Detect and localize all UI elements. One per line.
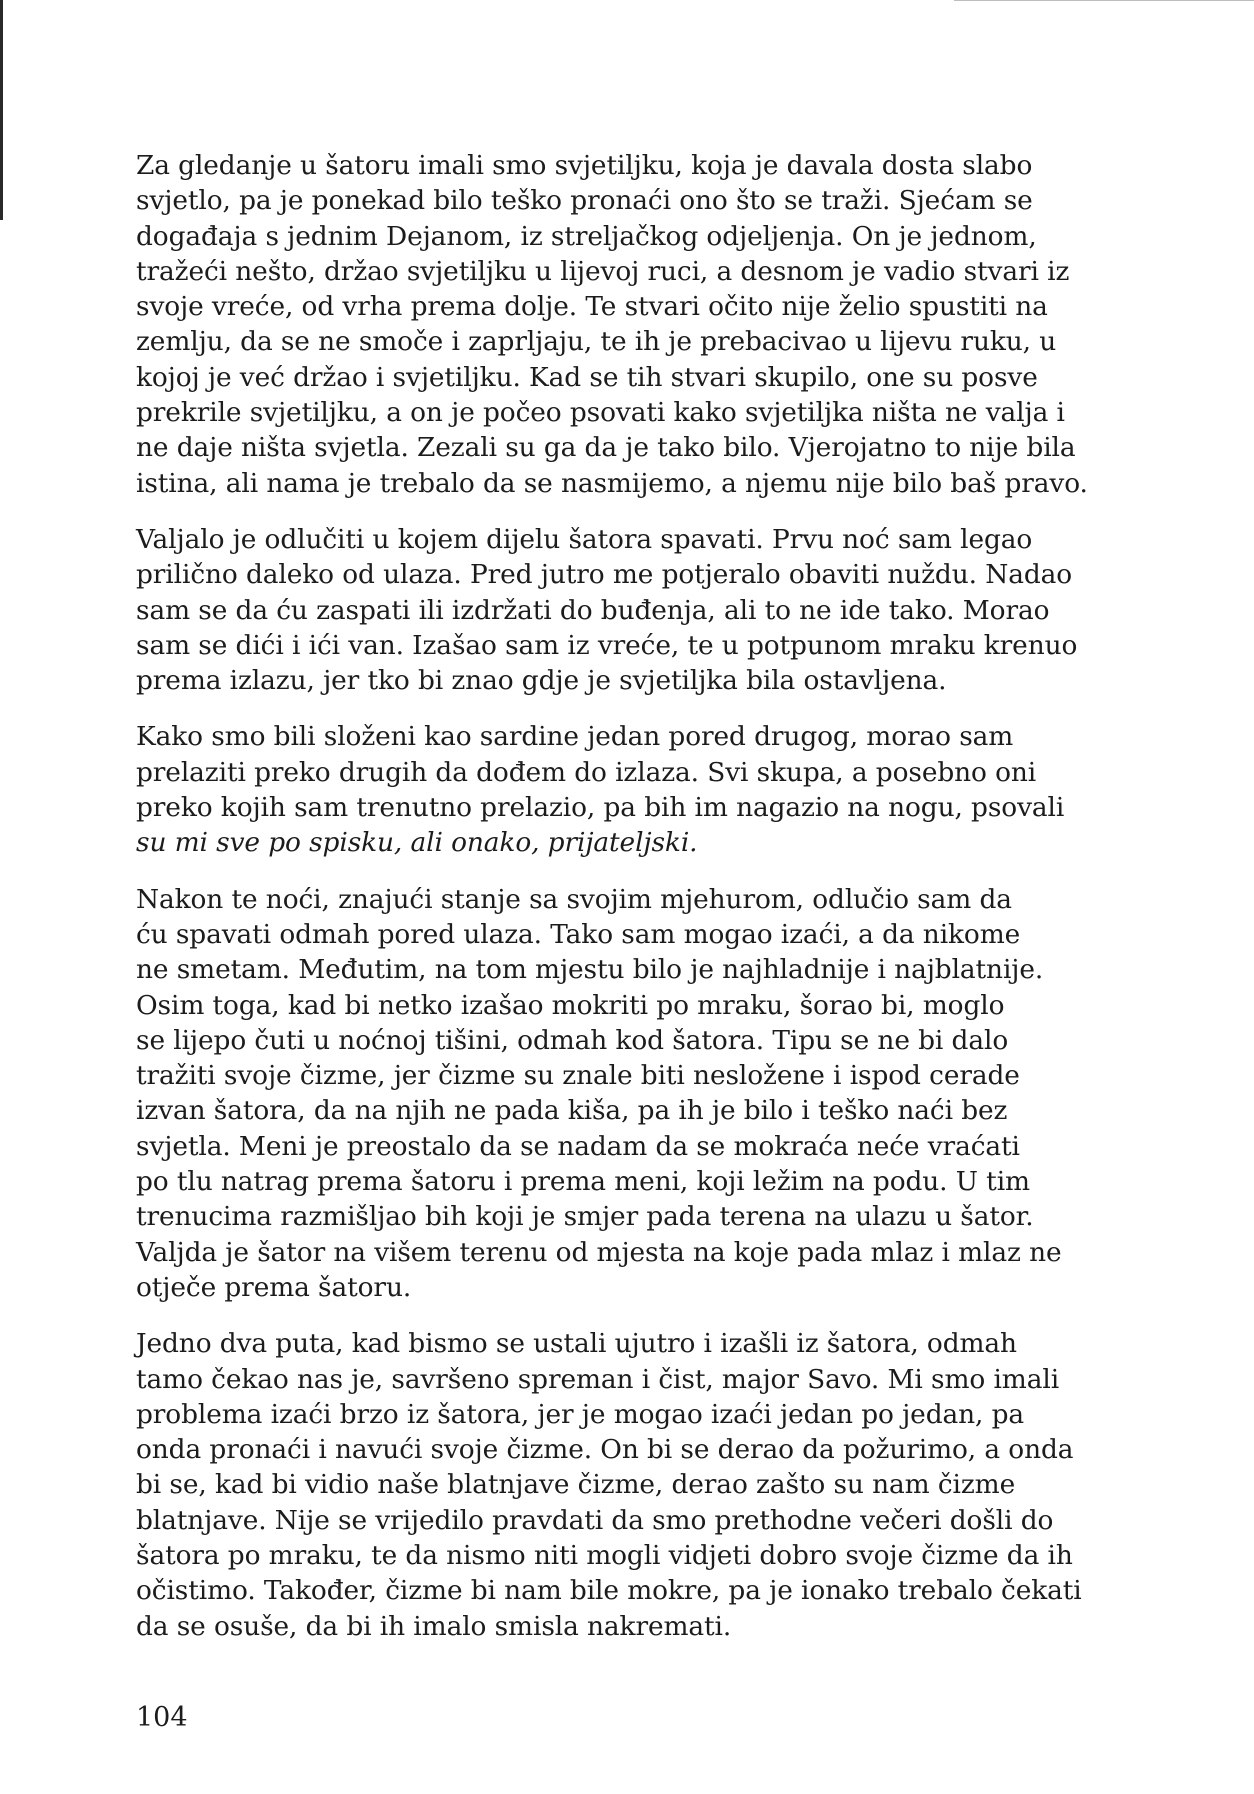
paragraph-2: Valjalo je odlučiti u kojem dijelu šatora spavati. Prvu noć sam legao prilično daleko od ulaza. Pred jutro me potjeralo obaviti nuždu. Nadao sam se da ću zaspati ili izdržati do buđenja, ali to ne ide tako. Morao sam se dići i ići van. Izašao sam iz vreće, te u potpunom mraku krenuo prema izlazu, jer tko bi znao gdje je svjetiljka bila ostavljena. xyxy=(136,523,1078,697)
paragraph-3-text: Kako smo bili složeni kao sardine jedan pored drugog, morao sam prelaziti preko drugih da dođem do izlaza. Svi skupa, a posebno oni preko kojih sam trenutno prelazio, pa bih im nagazio na nogu, psovali xyxy=(136,721,1065,824)
page-body xyxy=(136,148,1136,1665)
paragraph-1: Za gledanje u šatoru imali smo svjetiljku, koja je davala dosta slabo svjetlo, pa je ponekad bilo teško pronaći ono što se traži. Sjećam se događaja s jednim Dejanom, iz streljačkog odjeljenja. On je jednom, tražeći nešto, držao svjetiljku u lijevoj ruci, a desnom je vadio stvari iz svoje vreće, od vrha prema dolje. Te stvari očito nije želio spustiti na zemlju, da se ne smoče i zaprljaju, te ih je prebacivao u lijevu ruku, u kojoj je već držao i svjetiljku. Kad se tih stvari skupilo, one su posve prekrile svjetiljku, a on je počeo psovati kako svjetiljka ništa ne valja i ne daje ništa svjetla. Zezali su ga da je tako bilo. Vjerojatno to nije bila istina, ali nama je trebalo da se nasmijemo, a njemu nije bilo baš pravo. xyxy=(136,150,1088,499)
scan-edge-top xyxy=(954,0,1254,1)
paragraph-3 xyxy=(136,719,1136,860)
paragraph-4: Nakon te noći, znajući stanje sa svojim mjehurom, odlučio sam da ću spavati odmah pored ulaza. Tako sam mogao izaći, a da nikome ne smetam. Međutim, na tom mjestu bilo je najhladnije i najblatnije. Osim toga, kad bi netko izašao mokriti po mraku, šorao bi, moglo se lijepo čuti u noćnoj tišini, odmah kod šatora. Tipu se ne bi dalo tražiti svoje čizme, jer čizme su znale biti nesložene i ispod cerade izvan šatora, da na njih ne pada kiša, pa ih je bilo i teško naći bez svjetla. Meni je preostalo da se nadam da se mokraća neće vraćati po tlu natrag prema šatoru i prema meni, koji ležim na podu. U tim trenucima razmišljao bih koji je smjer pada terena na ulazu u šator. Valjda je šator na višem terenu od mjesta na koje pada mlaz i mlaz ne otječe prema šatoru. xyxy=(136,883,1062,1303)
paragraph-3-italic-tail: su mi sve po spisku, ali onako, prijateljski. xyxy=(136,827,698,859)
page-number: 104 xyxy=(136,1702,188,1733)
scan-edge-left xyxy=(0,0,3,220)
paragraph-5: Jedno dva puta, kad bismo se ustali ujutro i izašli iz šatora, odmah tamo čekao nas je, savršeno spreman i čist, major Savo. Mi smo imali problema izaći brzo iz šatora, jer je mogao izaći jedan po jedan, pa onda pronaći i navući svoje čizme. On bi se derao da požurimo, a onda bi se, kad bi vidio naše blatnjave čizme, derao zašto su nam čizme blatnjave. Nije se vrijedilo pravdati da smo prethodne večeri došli do šatora po mraku, te da nismo niti mogli vidjeti dobro svoje čizme da ih očistimo. Također, čizme bi nam bile mokre, pa je ionako trebalo čekati da se osuše, da bi ih imalo smisla nakremati. xyxy=(136,1328,1082,1642)
